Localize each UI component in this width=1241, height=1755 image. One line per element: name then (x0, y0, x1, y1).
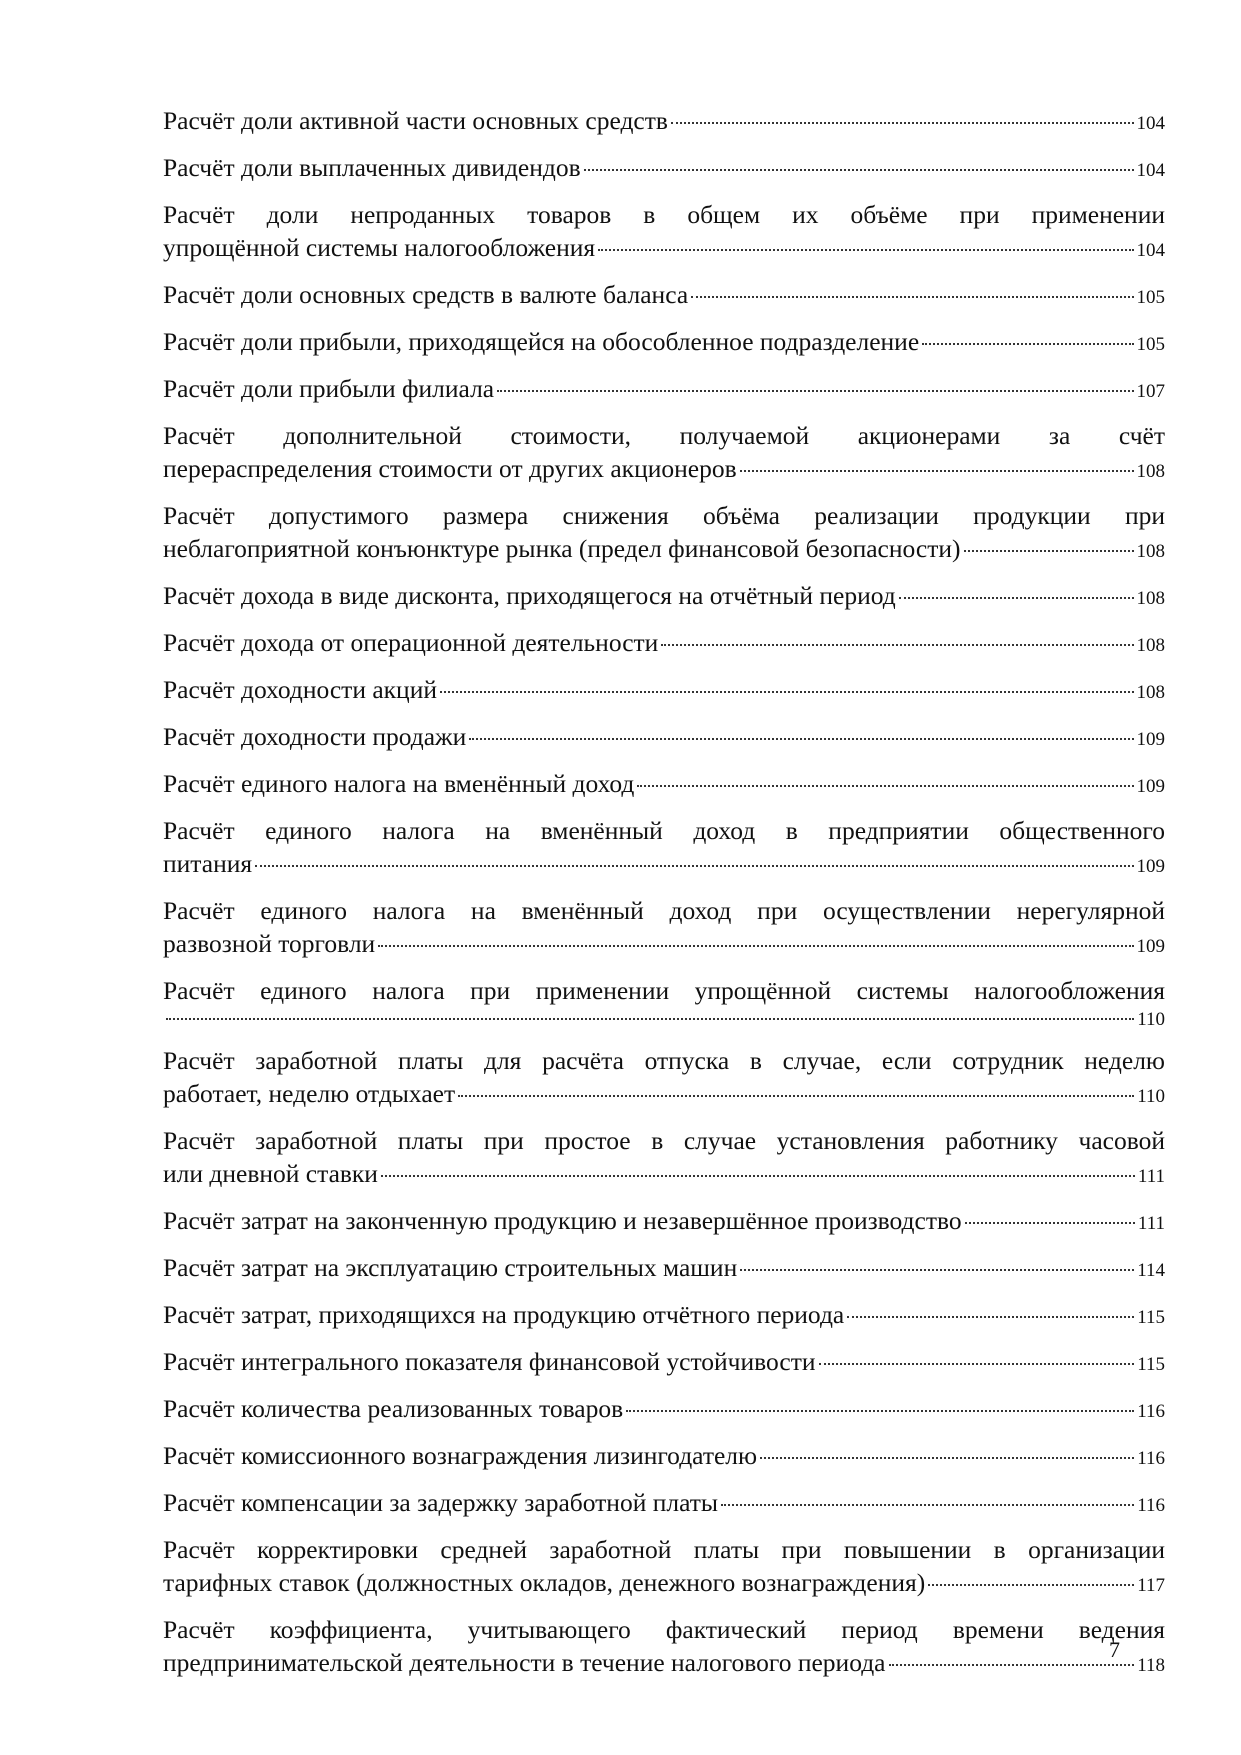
dot-leader (965, 1222, 1135, 1224)
toc-page-number: 108 (1136, 541, 1165, 562)
dot-leader (598, 249, 1133, 251)
toc-entry-text: Расчёт дополнительной стоимости, получаемой акционерами за счёт (163, 421, 1165, 450)
toc-page-number: 109 (1136, 729, 1165, 750)
toc-entry-text: Расчёт затрат, приходящихся на продукцию отчётного периода (163, 1300, 845, 1329)
toc-entry[interactable] (163, 720, 1165, 756)
dot-leader (740, 470, 1134, 472)
toc-entry-text: Расчёт дохода от операционной деятельности (163, 628, 659, 657)
toc-page-number: 109 (1136, 856, 1165, 877)
toc-entry[interactable] (163, 104, 1165, 140)
dot-leader (928, 1584, 1134, 1586)
toc-entry-text: Расчёт доли непроданных товаров в общем их объёме при применении (163, 200, 1165, 229)
toc-page-number: 105 (1136, 334, 1165, 355)
toc-page-number: 104 (1136, 113, 1165, 134)
toc-page-number: 108 (1136, 682, 1165, 703)
toc-entry-text: Расчёт доходности акций (163, 675, 437, 704)
toc-entry[interactable] (163, 894, 1165, 963)
toc-entry[interactable] (163, 198, 1165, 267)
dot-leader (964, 550, 1134, 552)
toc-entry[interactable] (163, 1298, 1165, 1334)
dot-leader (691, 296, 1133, 298)
table-of-contents (163, 104, 1165, 1693)
toc-entry-text: Расчёт дохода в виде дисконта, приходящегося на отчётный период (163, 581, 896, 610)
toc-entry-text: неблагоприятной конъюнктуре рынка (предел финансовой безопасности) (163, 534, 961, 563)
dot-leader (255, 865, 1133, 867)
toc-entry[interactable] (163, 1486, 1165, 1522)
toc-entry[interactable] (163, 1533, 1165, 1602)
toc-entry-text: тарифных ставок (должностных окладов, денежного вознаграждения) (163, 1568, 926, 1597)
toc-entry-text: Расчёт доли активной части основных средств (163, 106, 668, 135)
toc-page-number: 104 (1136, 240, 1165, 261)
toc-entry[interactable] (163, 626, 1165, 662)
toc-entry-text: Расчёт компенсации за задержку заработной платы (163, 1488, 719, 1517)
dot-leader (671, 122, 1134, 124)
toc-entry-text: Расчёт доли выплаченных дивидендов (163, 153, 581, 182)
toc-entry-text: Расчёт затрат на законченную продукцию и незавершённое производство (163, 1206, 962, 1235)
dot-leader (584, 169, 1134, 171)
toc-entry-text: Расчёт комиссионного вознаграждения лизингодателю (163, 1441, 758, 1470)
dot-leader (847, 1316, 1134, 1318)
dot-leader (378, 945, 1133, 947)
toc-entry-text: Расчёт заработной платы при простое в случае установления работнику часовой (163, 1126, 1165, 1155)
toc-entry[interactable] (163, 673, 1165, 709)
toc-entry[interactable] (163, 974, 1165, 1033)
toc-page-number: 114 (1137, 1260, 1165, 1281)
toc-entry[interactable] (163, 767, 1165, 803)
toc-page-number: 109 (1136, 776, 1165, 797)
toc-entry-text: Расчёт единого налога на вменённый доход (163, 769, 635, 798)
toc-entry-text: Расчёт единого налога на вменённый доход в предприятии общественного (163, 816, 1165, 845)
toc-entry[interactable] (163, 1044, 1165, 1113)
dot-leader (458, 1095, 1134, 1097)
dot-leader (922, 343, 1133, 345)
toc-entry-text: Расчёт количества реализованных товаров (163, 1394, 624, 1423)
dot-leader (497, 390, 1133, 392)
toc-entry-text: Расчёт интегрального показателя финансовой устойчивости (163, 1347, 816, 1376)
toc-entry[interactable] (163, 151, 1165, 187)
toc-entry-text: развозной торговли (163, 929, 376, 958)
dot-leader (899, 597, 1134, 599)
toc-page-number: 108 (1136, 588, 1165, 609)
dot-leader (819, 1363, 1135, 1365)
toc-page-number: 111 (1137, 1166, 1165, 1187)
toc-entry-text: работает, неделю отдыхает (163, 1079, 456, 1108)
toc-entry[interactable] (163, 278, 1165, 314)
toc-page-number: 116 (1137, 1448, 1165, 1469)
toc-entry-text: Расчёт затрат на эксплуатацию строительных машин (163, 1253, 738, 1282)
toc-page-number: 115 (1137, 1354, 1165, 1375)
toc-page-number: 107 (1136, 381, 1165, 402)
toc-entry-text: Расчёт доли прибыли филиала (163, 374, 495, 403)
toc-entry-text: перераспределения стоимости от других акционеров (163, 454, 737, 483)
toc-entry-text: Расчёт допустимого размера снижения объёма реализации продукции при (163, 501, 1165, 530)
toc-entry[interactable] (163, 499, 1165, 568)
toc-entry[interactable] (163, 1251, 1165, 1287)
toc-entry[interactable] (163, 1439, 1165, 1475)
toc-entry-text: упрощённой системы налогообложения (163, 233, 596, 262)
toc-entry[interactable] (163, 1204, 1165, 1240)
toc-entry[interactable] (163, 1392, 1165, 1428)
toc-entry-text: питания (163, 849, 253, 878)
dot-leader (889, 1664, 1135, 1666)
dot-leader (626, 1410, 1134, 1412)
toc-page-number: 116 (1137, 1401, 1165, 1422)
dot-leader (740, 1269, 1134, 1271)
toc-page-number: 109 (1136, 936, 1165, 957)
toc-entry-text: Расчёт корректировки средней заработной платы при повышении в организации (163, 1535, 1165, 1564)
toc-page-number: 105 (1136, 287, 1165, 308)
toc-entry-text: предпринимательской деятельности в течение налогового периода (163, 1648, 886, 1677)
toc-page-number: 110 (1137, 1086, 1165, 1107)
toc-page-number: 118 (1137, 1655, 1165, 1676)
dot-leader (381, 1175, 1135, 1177)
dot-leader (637, 785, 1133, 787)
toc-entry[interactable] (163, 372, 1165, 408)
toc-entry-text: Расчёт единого налога на вменённый доход при осуществлении нерегулярной (163, 896, 1165, 925)
toc-entry[interactable] (163, 814, 1165, 883)
toc-entry[interactable] (163, 1124, 1165, 1193)
dot-leader (760, 1457, 1134, 1459)
toc-entry-text: Расчёт доли основных средств в валюте баланса (163, 280, 689, 309)
toc-entry[interactable] (163, 419, 1165, 488)
toc-entry-text: Расчёт единого налога при применении упрощённой системы налогообложения (163, 976, 1165, 1005)
toc-entry-text: Расчёт доли прибыли, приходящейся на обособленное подразделение (163, 327, 920, 356)
toc-page-number: 108 (1136, 635, 1165, 656)
toc-entry[interactable] (163, 579, 1165, 615)
toc-entry-text: Расчёт коэффициента, учитывающего фактический период времени ведения (163, 1615, 1165, 1644)
dot-leader (469, 738, 1133, 740)
toc-page-number: 115 (1137, 1307, 1165, 1328)
toc-page-number: 117 (1137, 1575, 1165, 1596)
toc-page-number: 110 (1137, 1009, 1165, 1030)
dot-leader (440, 691, 1134, 693)
toc-entry[interactable] (163, 1345, 1165, 1381)
page-number: 7 (1109, 1637, 1120, 1662)
dot-leader (721, 1504, 1134, 1506)
toc-page-number: 108 (1136, 461, 1165, 482)
toc-entry[interactable] (163, 325, 1165, 361)
toc-entry-text: Расчёт доходности продажи (163, 722, 467, 751)
toc-entry-text: Расчёт заработной платы для расчёта отпуска в случае, если сотрудник неделю (163, 1046, 1165, 1075)
dot-leader (166, 1018, 1134, 1020)
toc-page-number: 104 (1136, 160, 1165, 181)
toc-page-number: 116 (1137, 1495, 1165, 1516)
dot-leader (661, 644, 1133, 646)
toc-page-number: 111 (1137, 1213, 1165, 1234)
toc-entry-text: или дневной ставки (163, 1159, 378, 1188)
